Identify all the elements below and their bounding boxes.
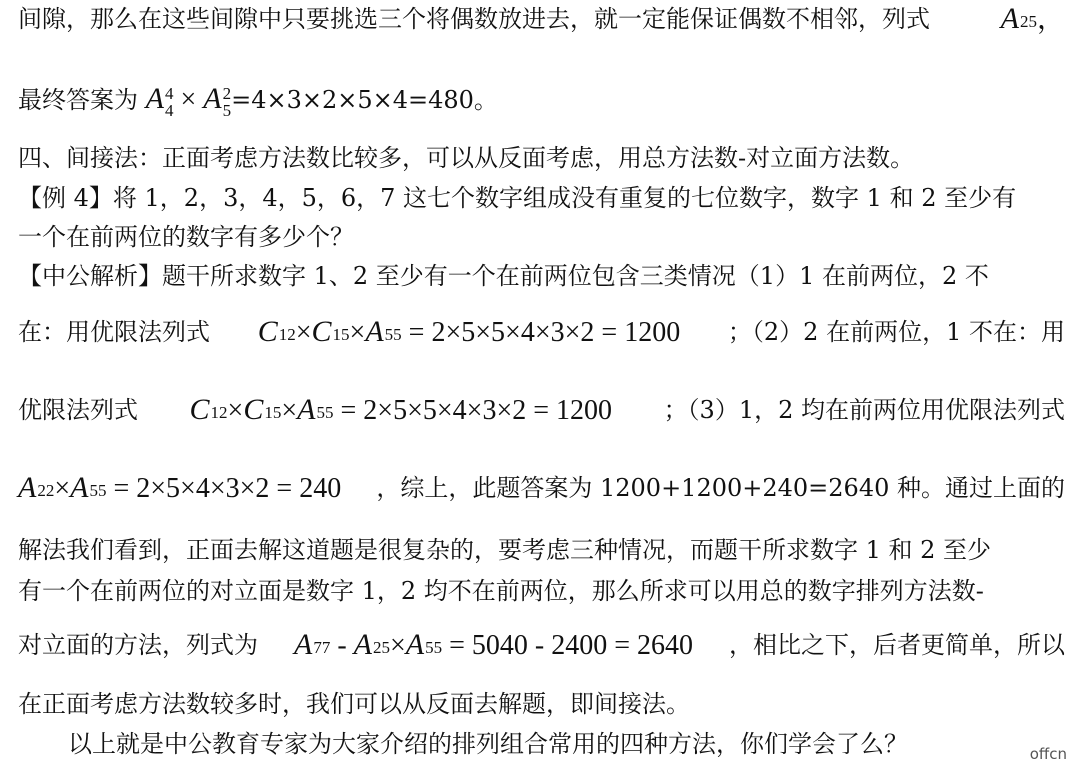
text-line-14: 以上就是中公教育专家为大家介绍的排列组合常用的四种方法，你们学会了么？ — [68, 730, 908, 758]
text-line-5: 一个在前两位的数字有多少个？ — [18, 223, 354, 251]
offcn-watermark: offcn — [1029, 745, 1067, 763]
text-line-6: 【中公解析】题干所求数字 1、2 至少有一个在前两位包含三类情况（1）1 在前两位，2 不 — [18, 262, 989, 290]
text-line-1 — [18, 4, 1065, 35]
text-line-3: 四、间接法：正面考虑方法数比较多，可以从反面考虑，用总方法数-对立面方法数。 — [18, 144, 915, 172]
text-line-2 — [18, 84, 1065, 119]
text: ；（3）1，2 均在前两位用优限法列式 — [663, 396, 1065, 424]
text: 对立面的方法，列式为 — [18, 631, 258, 659]
text-line-11: 有一个在前两位的对立面是数字 1，2 均不在前两位，那么所求可以用总的数字排列方法数- — [18, 577, 984, 605]
text: ，综上，此题答案为 1200+1200+240=2640 种。通过上面的 — [376, 474, 1065, 502]
text-line-12 — [18, 630, 1065, 661]
text-line-10: 解法我们看到，正面去解这道题是很复杂的，要考虑三种情况，而题干所求数字 1 和 2 至少 — [18, 536, 992, 564]
text: 间隙，那么在这些间隙中只要挑选三个将偶数放进去，就一定能保证偶数不相邻，列式 — [18, 5, 930, 33]
formula-case-3: A22×A55 = 2×5×4×3×2 = 240 — [18, 471, 342, 504]
formula-indirect: A77 - A25×A55 = 5040 - 2400 = 2640 — [293, 628, 694, 661]
text: 最终答案为 — [18, 86, 138, 114]
formula-final: A 4 4 × A 2 5 — [145, 82, 232, 120]
text: 优限法列式 — [18, 396, 138, 424]
text-line-13: 在正面考虑方法数较多时，我们可以从反面去解题，即间接法。 — [18, 690, 690, 718]
text-line-7 — [18, 317, 1065, 348]
text-line-9 — [18, 473, 1065, 504]
text: ；（2）2 在前两位，1 不在：用 — [727, 318, 1065, 346]
formula-case-1: C12×C15×A55 = 2×5×5×4×3×2 = 1200 — [257, 315, 681, 348]
text: ，相比之下，后者更简单，所以 — [729, 631, 1065, 659]
text-line-4: 【例 4】将 1，2，3，4，5，6，7 这七个数字组成没有重复的七位数字，数字 1 和 2 至少有 — [18, 184, 1017, 212]
formula-a52: A25， — [1000, 2, 1065, 35]
text: 在：用优限法列式 — [18, 318, 210, 346]
formula-case-2: C12×C15×A55 = 2×5×5×4×3×2 = 1200 — [189, 393, 613, 426]
text: =4×3×2×5×4=480。 — [231, 86, 498, 114]
text-line-8 — [18, 395, 1065, 426]
